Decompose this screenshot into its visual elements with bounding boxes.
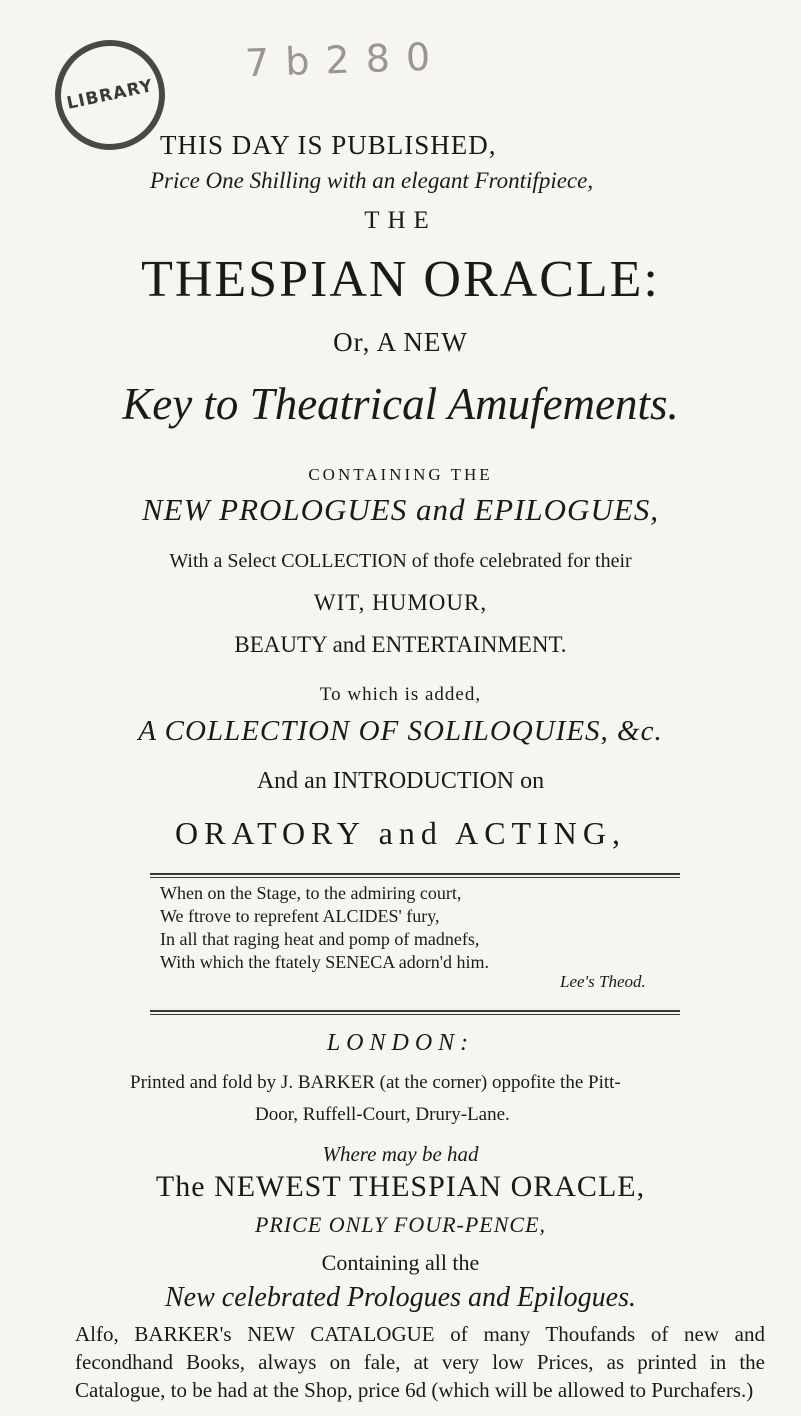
epigraph-line: In all that raging heat and pomp of madnefs, (160, 929, 480, 949)
epigraph-line: When on the Stage, to the admiring court, (160, 883, 462, 903)
newest-oracle-line: The NEWEST THESPIAN ORACLE, (155, 1170, 646, 1203)
beauty-line: BEAUTY and ENTERTAINMENT. (234, 632, 567, 657)
containing-all-line: Containing all the (321, 1250, 480, 1275)
epigraph-attribution: Lee's Theod. (560, 972, 646, 991)
prologues-heading: NEW PROLOGUES and EPILOGUES, (141, 492, 660, 527)
added-line: To which is added, (319, 684, 482, 705)
title-or: Or, A NEW (333, 327, 468, 357)
oratory-heading: ORATORY and ACTING, (175, 815, 626, 851)
main-title: THESPIAN ORACLE: (141, 251, 660, 308)
price-fourpence-line: PRICE ONLY FOUR-PENCE, (254, 1212, 547, 1237)
divider-rule (150, 1010, 680, 1015)
epigraph-line: We ftrove to reprefent ALCIDES' fury, (160, 906, 440, 926)
select-collection-line: With a Select COLLECTION of thofe celebrated for their (169, 550, 632, 572)
new-prologues-line: New celebrated Prologues and Epilogues. (165, 1282, 636, 1313)
library-stamp (45, 30, 175, 160)
stamp-text: LIBRARY (64, 76, 156, 114)
imprint-line: Printed and fold by J. BARKER (at the corner) oppofite the Pitt- (130, 1072, 621, 1093)
title-article: THE (364, 207, 437, 234)
introduction-line: And an INTRODUCTION on (256, 768, 545, 794)
soliloquies-heading: A COLLECTION OF SOLILOQUIES, &c. (138, 715, 663, 747)
imprint-line: Door, Ruffell-Court, Drury-Lane. (255, 1104, 510, 1125)
divider-rule (150, 873, 680, 878)
wit-humour-line: WIT, HUMOUR, (313, 590, 488, 615)
containing-label: CONTAINING THE (308, 465, 493, 484)
epigraph-line: With which the ftately SENECA adorn'd him. (160, 952, 489, 972)
shelfmark: 7 b 2 8 0 (244, 34, 433, 86)
where-had-line: Where may be had (322, 1142, 479, 1166)
published-notice: THIS DAY IS PUBLISHED, (160, 130, 497, 160)
catalogue-paragraph: Alfo, BARKER's NEW CATALOGUE of many Thoufands of new and fecondhand Books, always on fale, at very low Prices, as printed in the Catalogue, to be had at the Shop, price 6d (which will be allowed to Purchafers.) (75, 1322, 765, 1402)
price-line: Price One Shilling with an elegant Frontifpiece, (150, 168, 594, 193)
imprint-city: LONDON: (326, 1030, 475, 1056)
subtitle: Key to Theatrical Amufements. (122, 379, 679, 429)
